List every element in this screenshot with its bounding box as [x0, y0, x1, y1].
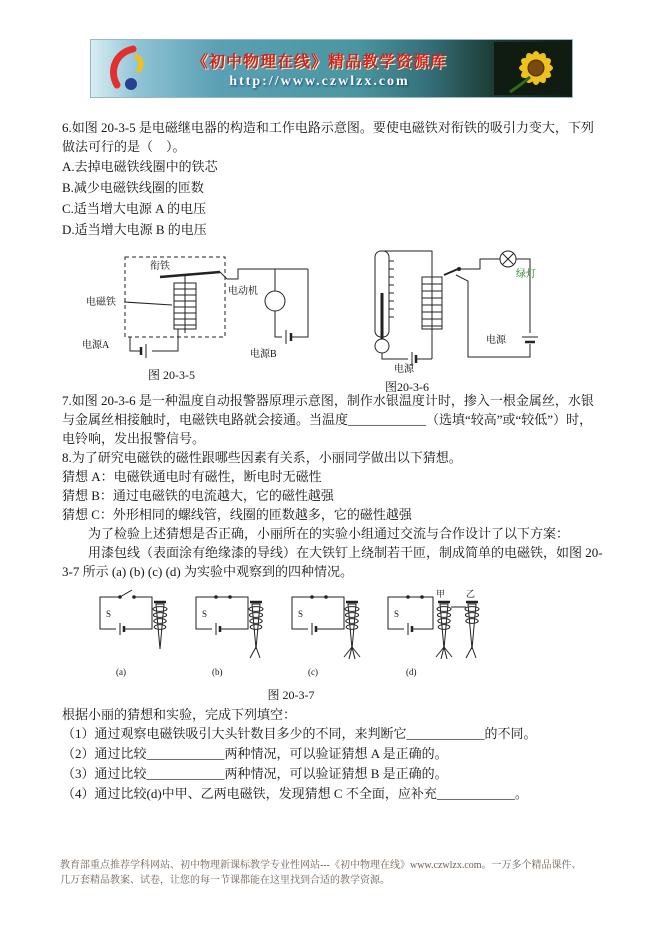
q7-text: 7.如图 20-3-6 是一种温度自动报警器原理示意图，制作水银温度计时，掺入一根金属丝，水银与金属丝相接触时，电磁铁电路就会接通。当温度____________（选填“较高”或“较低”）时，电铃响，发出报警信号。	[62, 393, 594, 446]
q8-method: 用漆包线（表面涂有绝缘漆的导线）在大铁钉上绕制若干匝，制成简单的电磁铁，如图 20-3-7 所示 (a) (b) (c) (d) 为实验中观察到的四种情况。	[62, 545, 603, 579]
fig7-jia-label: 甲	[436, 589, 446, 599]
fig5-electromagnet-label: 电磁铁	[86, 297, 116, 308]
q8-guess-c: 猜想 C：外形相同的螺线管，线圈的匝数越多，它的磁性越强	[62, 507, 412, 522]
fig7-sub-c-label: (c)	[308, 667, 318, 677]
document-body	[62, 118, 603, 804]
q8-guess-a: 猜想 A：电磁铁通电时有磁性，断电时无磁性	[62, 469, 322, 484]
q6-option-d: D.适当增大电源 B 的电压	[62, 222, 207, 237]
fill-item-2: （2）通过比较____________两种情况，可以验证猜想 A 是正确的。	[62, 746, 448, 761]
figure-20-3-7-block	[90, 587, 492, 705]
q8-stem: 8.为了研究电磁铁的磁性跟哪些因素有关系，小丽同学做出以下猜想。	[62, 450, 462, 465]
q6-stem: 6.如图 20-3-5 是电磁继电器的构造和工作电路示意图。要使电磁铁对衔铁的吸引力变大，下列做法可行的是（ ）。	[62, 120, 594, 154]
fill-item-3: （3）通过比较____________两种情况，可以验证猜想 B 是正确的。	[62, 766, 448, 781]
footer-line-1: 教育部重点推荐学科网站、初中物理新课标教学专业性网站---《初中物理在线》www.czwlzx.com。一万多个精品课件、	[60, 860, 582, 871]
fig7-yi-label: 乙	[466, 589, 476, 599]
figure-temperature-alarm	[360, 245, 545, 375]
fill-item-4: （4）通过比较(d)中甲、乙两电磁铁，发现猜想 C 不全面，应补充____________。	[62, 786, 528, 801]
figure-electromagnet-experiments	[90, 587, 492, 679]
fig5-power-b-label: 电源B	[250, 349, 277, 360]
fig7-switch-label: S	[202, 609, 208, 619]
figure-20-3-5-block	[80, 245, 342, 391]
q8-guess-b: 猜想 B：通过电磁铁的电流越大，它的磁性越强	[62, 488, 334, 503]
banner-title: 《初中物理在线》精品教学资源库	[191, 54, 447, 71]
figure-row	[80, 245, 603, 394]
fig7-sub-d-label: (d)	[406, 667, 417, 677]
fig5-motor-label: 电动机	[228, 286, 258, 297]
fig7-sub-b-label: (b)	[212, 667, 223, 677]
fig6-green-lamp-label: 绿灯	[516, 269, 536, 280]
sunflower-image	[494, 42, 570, 95]
fig6-power-right-label: 电源	[486, 335, 506, 346]
figure-relay-circuit	[80, 245, 342, 363]
q6-option-c: C.适当增大电源 A 的电压	[62, 201, 207, 216]
site-banner	[91, 40, 572, 97]
fill-item-1: （1）通过观察电磁铁吸引大头针数目多少的不同，来判断它____________的不同。	[62, 726, 537, 741]
fig7-switch-label: S	[106, 609, 112, 619]
banner-url-link[interactable]: http://www.czwlzx.com	[229, 74, 410, 89]
footer-line-2: 几万套精品教案、试卷，让您的每一节课都能在这里找到合适的教学资源。	[60, 875, 390, 886]
fig6-caption: 图20-3-6	[385, 380, 429, 394]
site-footer	[60, 858, 612, 888]
fig7-switch-label: S	[394, 609, 400, 619]
q6-option-a: A.去掉电磁铁线圈中的铁芯	[62, 159, 218, 174]
site-logo-icon	[97, 43, 149, 93]
fig7-sub-a-label: (a)	[116, 667, 126, 677]
fig7-caption: 图 20-3-7	[267, 688, 315, 702]
q6-option-b: B.减少电磁铁线圈的匝数	[62, 180, 204, 195]
fig5-power-a-label: 电源A	[82, 340, 110, 351]
fig6-power-left-label: 电源	[394, 364, 414, 375]
fig7-switch-label: S	[298, 609, 304, 619]
fill-intro: 根据小丽的猜想和实验，完成下列填空：	[62, 707, 297, 722]
fig5-armature-label: 衔铁	[150, 261, 170, 272]
figure-20-3-6-block	[360, 245, 545, 394]
q8-plan: 为了检验上述猜想是否正确，小丽所在的实验小组通过交流与合作设计了以下方案：	[88, 526, 570, 541]
fig5-caption: 图 20-3-5	[148, 368, 195, 382]
